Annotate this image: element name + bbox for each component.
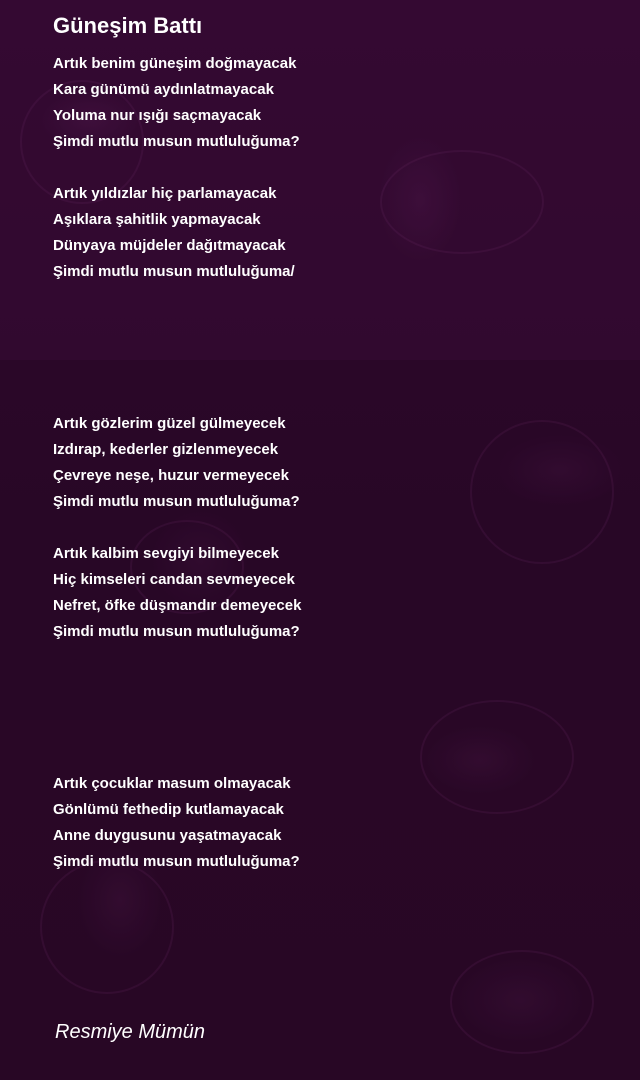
poem-line: Artık benim güneşim doğmayacak [53,55,297,72]
floral-ornament [450,950,594,1054]
poem-line: Artık gözlerim güzel gülmeyecek [53,415,286,432]
poem-line: Çevreye neşe, huzur vermeyecek [53,467,289,484]
poem-line: Yoluma nur ışığı saçmayacak [53,107,262,124]
stanza-4 [53,541,301,645]
poem-line: Şimdi mutlu musun mutluluğuma? [53,623,300,640]
poem-line: Artık kalbim sevgiyi bilmeyecek [53,545,279,562]
stanza-2 [53,181,295,285]
floral-ornament [380,150,544,254]
poem-line: Anne duygusunu yaşatmayacak [53,827,282,844]
poem-line: Aşıklara şahitlik yapmayacak [53,211,261,228]
poem-line: Artık yıldızlar hiç parlamayacak [53,185,277,202]
poem-line: Şimdi mutlu musun mutluluğuma? [53,853,300,870]
poem-line: Şimdi mutlu musun mutluluğuma? [53,493,300,510]
poem-line: Artık çocuklar masum olmayacak [53,775,291,792]
poem-line: Hiç kimseleri candan sevmeyecek [53,571,295,588]
poem-line: Şimdi mutlu musun mutluluğuma? [53,133,300,150]
floral-ornament [420,700,574,814]
stanza-5 [53,771,300,875]
poem-line: Gönlümü fethedip kutlamayacak [53,801,284,818]
stanza-1 [53,51,300,155]
poem-line: Kara günümü aydınlatmayacak [53,81,274,98]
poem-line: Izdırap, kederler gizlenmeyecek [53,441,279,458]
poem-line: Dünyaya müjdeler dağıtmayacak [53,237,286,254]
poem-author: Resmiye Mümün [55,1021,206,1043]
poem-line: Nefret, öfke düşmandır demeyecek [53,597,302,614]
stanza-3 [53,411,300,515]
poem-title: Güneşim Battı [53,13,203,38]
poem-line: Şimdi mutlu musun mutluluğuma/ [53,263,295,280]
floral-ornament [40,860,174,994]
floral-ornament [470,420,614,564]
